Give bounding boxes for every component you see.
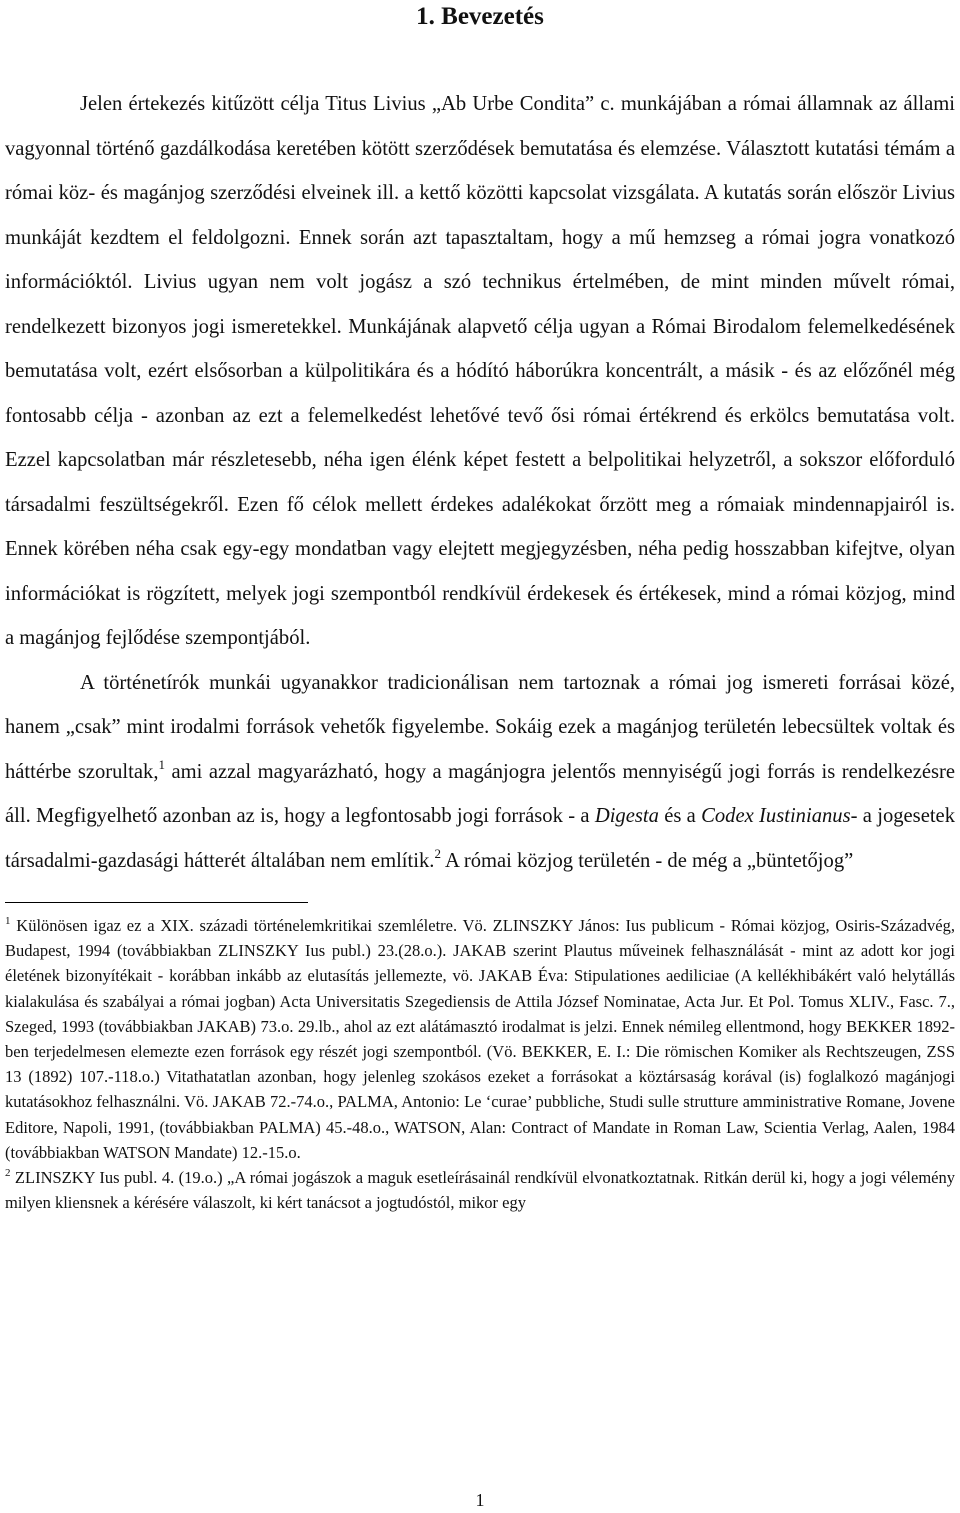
footnote-separator [5,902,308,903]
footnote-ref-2[interactable]: 2 [434,845,441,861]
footnote-1-text: Különösen igaz ez a XIX. századi történelemkritikai szemléletre. Vö. ZLINSZKY János: Ius publicum - Római közjog, Osiris-Századvég, Budapest, 1994 (továbbiakban ZLINSZKY Ius publ.) 23.(28.o.). JAKAB szerint Plautus műveinek felhasználását - mint az adott kor jogi életének bizonyítékait - korábban inkább az elutasítás jellemezte, vö. JAKAB Éva: Stipulationes aediliciae (A kellékhibákért való helytállás kialakulása és szabályai a római jogban) Acta Universitatis Szegediensis de Attila József Nominatae, Acta Jur. Et Pol. Tomus XLIV., Fasc. 7., Szeged, 1993 (továbbiakban JAKAB) 73.o. 29.lb., ahol az ezt alátámasztó irodalmat is jelzi. Ennek némileg ellentmond, hogy BEKKER 1892-ben terjedelmesen elemezte ezen források egy részét jogi szempontból. (Vö. BEKKER, E. I.: Die römischen Komiker als Rechtszeugen, ZSS 13 (1892) 107.-118.o.) Vitathatatlan azonban, hogy jelenleg szokásos ezeket a forrásokat a köztársaság korával (is) foglalkozó magánjogi kutatásokhoz felhasználni. Vö. JAKAB 72.-74.o., PALMA, Antonio: Le ‘curae’ pubbliche, Studi sulle strutture amministrative Romane, Jovene Editore, Napoli, 1991, (továbbiakban PALMA) 45.-48.o., WATSON, Alan: Contract of Mandate in Roman Law, Scientia Verlag, Aalen, 1984 (továbbiakban WATSON Mandate) 12.-15.o. [5,916,955,1162]
footnote-2-text: ZLINSZKY Ius publ. 4. (19.o.) „A római jogászok a maguk esetleírásainál rendkívül elvonatkoztatnak. Ritkán derül ki, hogy a jogi vélemény milyen kliensnek a kérésére válaszolt, ki kért tanácsot a jogtudóstól, mikor egy [5,1168,955,1213]
paragraph-2-text-c: és a [658,805,702,827]
codex-title: Codex Iustinianus [701,805,851,827]
paragraph-2-text-a: A történetírók munkái ugyanakkor tradicionálisan nem tartoznak a római jog ismereti forrásai közé, hanem „csak” mint irodalmi források vehetők figyelembe. Sokáig ezek a magánjog területén lebecsültek voltak és háttérbe szorultak, [5,671,955,783]
footnote-2 [5,1165,955,1215]
footnote-1 [5,913,955,1165]
footnote-2-number: 2 [5,1167,11,1180]
footnote-1-number: 1 [5,915,11,927]
digesta-title: Digesta [594,805,659,827]
footnote-ref-1[interactable]: 1 [158,756,165,772]
paragraph-1 [5,82,955,661]
document-page [5,0,955,1215]
page-number: 1 [475,1490,485,1510]
paragraph-2-text-b: ami azzal magyarázható, hogy a magánjogra jelentős mennyiségű jogi forrás is rendelkezésre áll. Megfigyelhető azonban az is, hogy a legfontosabb jogi források - a [5,760,955,827]
paragraph-2-text-d: - a jogesetek társadalmi-gazdasági hátterét általában nem említik. [5,805,955,872]
paragraph-2 [5,661,955,884]
paragraph-2-text-e: A római közjog területén - de még a „büntetőjog” [440,849,854,872]
paragraph-1-text: Jelen értekezés kitűzött célja Titus Livius „Ab Urbe Condita” c. munkájában a római államnak az állami vagyonnal történő gazdálkodása keretében kötött szerződések bemutatása és elemzése. Választott kutatási témám a római köz- és magánjog szerződési elveinek ill. a kettő közötti kapcsolat vizsgálata. A kutatás során először Livius munkáját kezdtem el feldolgozni. Ennek során azt tapasztaltam, hogy a mű hemzseg a római jogra vonatkozó információktól. Livius ugyan nem volt jogász a szó technikus értelmében, de mint minden művelt római, rendelkezett bizonyos jogi ismeretekkel. Munkájának alapvető célja ugyan a Római Birodalom felemelkedésének bemutatása volt, ezért elsősorban a külpolitikára és a hódító háborúkra koncentrált, a másik - és az előzőnél még fontosabb célja - azonban az ezt a felemelkedést lehetővé tevő ősi római értékrend és erkölcs bemutatása volt. Ezzel kapcsolatban már részletesebb, néha igen élénk képet festett a belpolitikai helyzetről, a sokszor előforduló társadalmi feszültségekről. Ezen fő célok mellett érdekes adalékokat őrzött meg a rómaiak mindennapjairól is. Ennek körében néha csak egy-egy mondatban vagy elejtett megjegyzésben, néha pedig hosszabban kifejtve, olyan információkat is rögzített, melyek jogi szempontból rendkívül érdekesek és értékesek, mind a római közjog, mind a magánjog fejlődése szempontjából. [5,93,955,649]
chapter-heading: 1. Bevezetés [416,3,544,30]
